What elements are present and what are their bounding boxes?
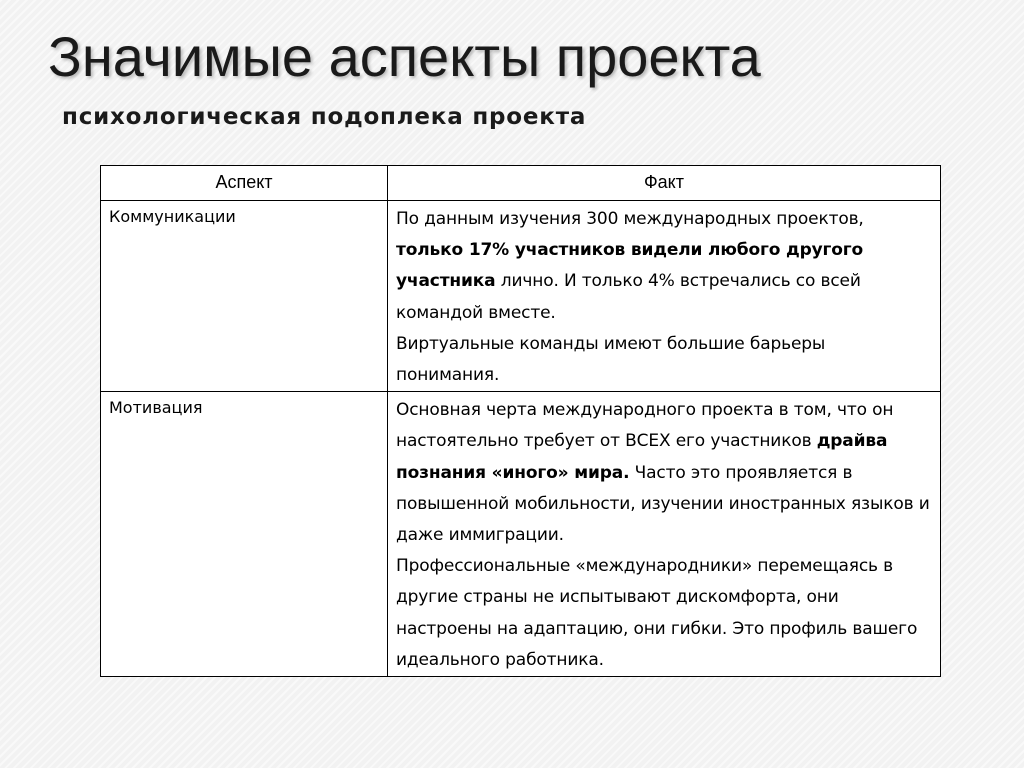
fact-text: лично. И только 4% встречались со всей командой вместе. xyxy=(396,271,861,323)
fact-paragraph: Профессиональные «международники» перемещаясь в другие страны не испытывают дискомфорта, они настроены на адаптацию, они гибки. Это профиль вашего идеального работника. xyxy=(396,556,918,670)
fact-cell xyxy=(388,392,941,677)
fact-highlight: драйва познания «иного» мира. xyxy=(396,431,888,483)
fact-highlight: только 17% участников видели любого другого участника xyxy=(396,240,864,292)
aspect-cell: Мотивация xyxy=(101,392,388,677)
fact-paragraph: Виртуальные команды имеют большие барьеры понимания. xyxy=(396,333,826,386)
column-header-fact: Факт xyxy=(388,166,941,201)
table-row xyxy=(101,201,941,392)
table-header-row xyxy=(101,166,941,201)
fact-text: По данным изучения 300 международных проектов, xyxy=(396,209,864,229)
fact-paragraph xyxy=(396,395,932,551)
slide-subtitle: психологическая подоплека проекта xyxy=(62,104,587,130)
aspect-cell: Коммуникации xyxy=(101,201,388,392)
fact-cell xyxy=(388,201,941,392)
table-row xyxy=(101,392,941,677)
slide-title: Значимые аспекты проекта xyxy=(48,25,761,88)
fact-text: Часто это проявляется в повышенной мобильности, изучении иностранных языков и даже иммиграции. xyxy=(396,462,930,546)
fact-text: Основная черта международного проекта в том, что он настоятельно требует от ВСЕХ его участников xyxy=(396,400,894,452)
facts-table xyxy=(100,165,941,677)
fact-paragraph xyxy=(396,204,932,329)
column-header-aspect: Аспект xyxy=(101,166,388,201)
